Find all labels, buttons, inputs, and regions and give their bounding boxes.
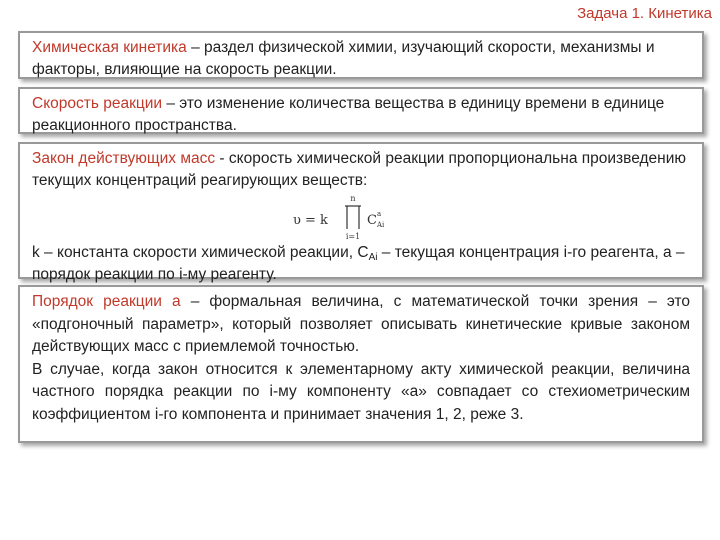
- formula-lhs: υ = k: [293, 213, 328, 228]
- product-upper-limit: n: [350, 194, 356, 203]
- constant-definition-part1: k – константа скорости химической реакции, C: [32, 244, 369, 261]
- formula-subscript: Ai: [377, 221, 385, 229]
- definition-box-mass-action-law: [18, 142, 704, 283]
- term-mass-action-law: Закон действующих масс: [32, 150, 216, 167]
- formula-base: C: [367, 213, 377, 228]
- constant-definition-part2: – текущая концентрация i-го реагента, a – порядок реакции по i-му реагенту.: [32, 244, 685, 283]
- term-reaction-rate: Скорость реакции: [32, 95, 163, 112]
- definition-text-mass-action-law: - скорость химической реакции пропорциональна произведению текущих концентраций реагирующих веществ:: [32, 150, 686, 189]
- formula-superscript: a: [377, 210, 382, 218]
- definition-box-reaction-order: [18, 285, 704, 443]
- slide-title: Задача 1. Кинетика: [577, 5, 712, 22]
- rate-law-formula: [291, 192, 431, 242]
- term-chemical-kinetics: Химическая кинетика: [32, 39, 187, 56]
- definition-box-reaction-rate: [18, 87, 704, 134]
- term-reaction-order: Порядок реакции a: [32, 293, 181, 310]
- reaction-order-paragraph-2: В случае, когда закон относится к элементарному акту химической реакции, величина частного порядка реакции по i-му компоненту «a» совпадает со стехиометрическим коэффициентом i-го компонента и принимает значения 1, 2, реже 3.: [32, 360, 690, 423]
- reaction-order-text-1: – формальная величина, с математической точки зрения – это «подгоночный параметр», который позволяет описывать кинетические кривые законом действующих масс с приемлемой точностью.: [32, 293, 690, 355]
- product-symbol: [345, 206, 361, 229]
- reaction-order-paragraph-1: [32, 291, 690, 359]
- product-lower-limit: i=1: [345, 232, 361, 241]
- definition-box-kinetics: [18, 31, 704, 79]
- definition-text-kinetics: – раздел физической химии, изучающий скорости, механизмы и факторы, влияющие на скорость реакции.: [32, 39, 655, 78]
- concentration-subscript: Ai: [368, 252, 378, 263]
- definition-text-reaction-rate: – это изменение количества вещества в единицу времени в единице реакционного пространства.: [32, 95, 665, 134]
